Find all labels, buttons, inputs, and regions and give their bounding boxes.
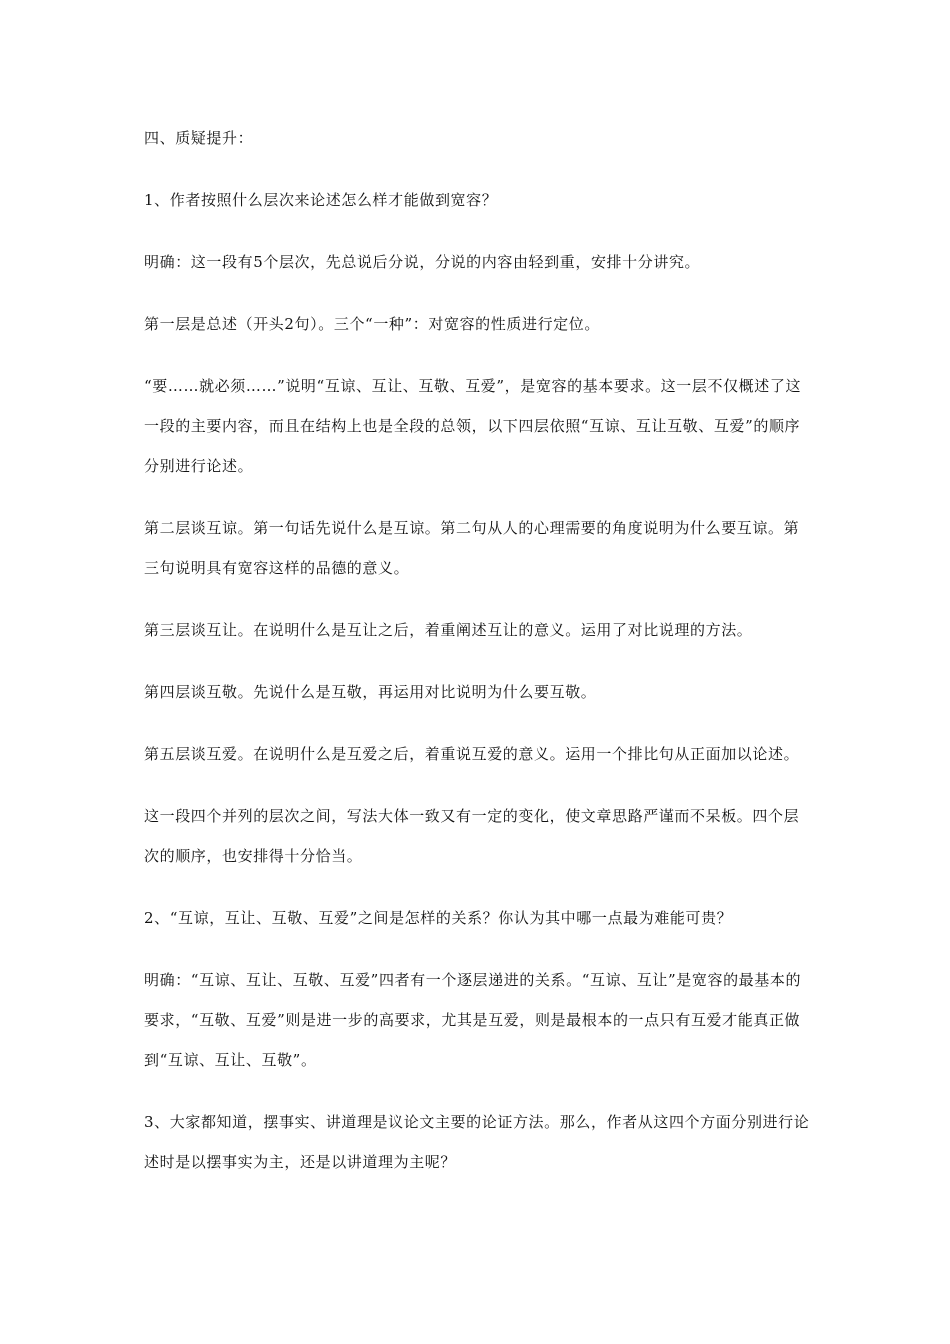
layers-summary-paragraph: 这一段四个并列的层次之间，写法大体一致又有一定的变化，使文章思路严谨而不呆板。四个层次的顺序，也安排得十分恰当。 bbox=[144, 807, 800, 865]
question-2: 2、“互谅，互让、互敬、互爱”之间是怎样的关系？你认为其中哪一点最为难能可贵？ bbox=[144, 909, 733, 927]
layer-4-paragraph: 第四层谈互敬。先说什么是互敬，再运用对比说明为什么要互敬。 bbox=[144, 683, 597, 701]
section-heading: 四、质疑提升： bbox=[144, 129, 254, 147]
layer-5-paragraph: 第五层谈互爱。在说明什么是互爱之后，着重说互爱的意义。运用一个排比句从正面加以论述。 bbox=[144, 745, 800, 763]
answer-2: 明确：“互谅、互让、互敬、互爱”四者有一个逐层递进的关系。“互谅、互让”是宽容的最基本的要求，“互敬、互爱”则是进一步的高要求，尤其是互爱，则是最根本的一点只有互爱才能真正做到“互谅、互让、互敬”。 bbox=[144, 971, 802, 1069]
layer-2-paragraph: 第二层谈互谅。第一句话先说什么是互谅。第二句从人的心理需要的角度说明为什么要互谅。第三句说明具有宽容这样的品德的意义。 bbox=[144, 519, 800, 577]
question-1: 1、作者按照什么层次来论述怎么样才能做到宽容？ bbox=[144, 191, 498, 209]
answer-1-summary: 明确：这一段有5个层次，先总说后分说，分说的内容由轻到重，安排十分讲究。 bbox=[144, 253, 701, 271]
layer-3-paragraph: 第三层谈互让。在说明什么是互让之后，着重阐述互让的意义。运用了对比说理的方法。 bbox=[144, 621, 753, 639]
layer-1-paragraph: 第一层是总述（开头2句）。三个“一种”：对宽容的性质进行定位。 bbox=[144, 315, 600, 333]
layer-1-explanation-paragraph: “要……就必须……”说明“互谅、互让、互敬、互爱”，是宽容的基本要求。这一层不仅概述了这一段的主要内容，而且在结构上也是全段的总领，以下四层依照“互谅、互让互敬、互爱”的顺序分别进行论述。 bbox=[144, 377, 802, 475]
question-3: 3、大家都知道，摆事实、讲道理是议论文主要的论证方法。那么，作者从这四个方面分别进行论述时是以摆事实为主，还是以讲道理为主呢？ bbox=[144, 1113, 810, 1171]
document-body bbox=[144, 118, 812, 1204]
